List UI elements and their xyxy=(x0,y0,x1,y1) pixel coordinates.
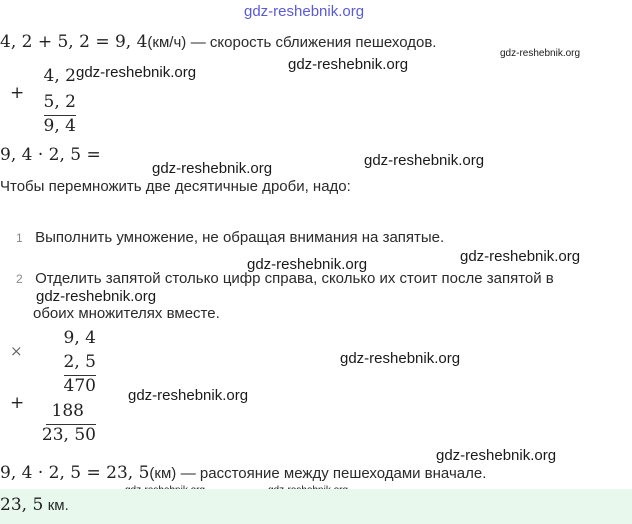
watermark: gdz-reshebnik.org xyxy=(76,64,197,81)
sum-equation-line xyxy=(0,32,436,52)
watermark: gdz-reshebnik.org xyxy=(152,160,273,177)
sum-unit: (км/ч) xyxy=(147,34,187,51)
watermark: gdz-reshebnik.org xyxy=(247,256,368,273)
list-item-text-continued: обоих множителях вместе. xyxy=(33,305,220,322)
product-result: 23, 50 xyxy=(41,425,96,445)
times-operator: × xyxy=(10,342,23,360)
factor-2: 2, 5 xyxy=(63,352,96,372)
watermark: gdz-reshebnik.org xyxy=(36,288,157,305)
product-expression: 9, 4 · 2, 5 = xyxy=(0,145,101,165)
list-item-text: Отделить запятой столько цифр справа, сколько их стоит после запятой в xyxy=(35,270,554,287)
watermark: gdz-reshebnik.org xyxy=(364,152,485,169)
addend-1: 4, 2 xyxy=(43,66,76,86)
plus-operator: + xyxy=(10,83,25,103)
partial-product-1: 470 xyxy=(63,376,96,396)
watermark-top: gdz-reshebnik.org xyxy=(244,3,365,20)
list-item-number: 1 xyxy=(16,231,23,245)
answer xyxy=(0,495,69,515)
distance-equation: 9, 4 · 2, 5 = 23, 5 xyxy=(0,463,150,483)
factor-1: 9, 4 xyxy=(63,328,96,348)
addition-result: 9, 4 xyxy=(43,116,76,136)
list-item xyxy=(16,270,554,288)
distance-unit: (км) xyxy=(149,465,177,482)
list-item-text: Выполнить умножение, не обращая внимания на запятые. xyxy=(35,229,445,246)
watermark: gdz-reshebnik.org xyxy=(340,350,461,367)
list-item-number: 2 xyxy=(16,272,23,286)
watermark: gdz-reshebnik.org xyxy=(500,48,581,59)
addend-2: 5, 2 xyxy=(43,92,76,112)
list-item xyxy=(16,229,444,247)
answer-unit: км. xyxy=(47,497,69,514)
watermark: gdz-reshebnik.org xyxy=(436,447,557,464)
rule-intro: Чтобы перемножить две десятичные дроби, надо: xyxy=(0,178,351,195)
watermark: gdz-reshebnik.org xyxy=(288,56,409,73)
answer-value: 23, 5 xyxy=(0,495,44,515)
sum-equation: 4, 2 + 5, 2 = 9, 4 xyxy=(0,32,148,52)
distance-description: — расстояние между пешеходами вначале. xyxy=(180,465,487,482)
watermark: gdz-reshebnik.org xyxy=(460,248,581,265)
distance-equation-line xyxy=(0,463,486,483)
sum-description: — скорость сближения пешеходов. xyxy=(190,34,437,51)
plus-operator: + xyxy=(10,393,25,413)
answer-box xyxy=(0,489,632,524)
watermark: gdz-reshebnik.org xyxy=(128,387,249,404)
partial-product-2: 188 xyxy=(51,401,84,421)
